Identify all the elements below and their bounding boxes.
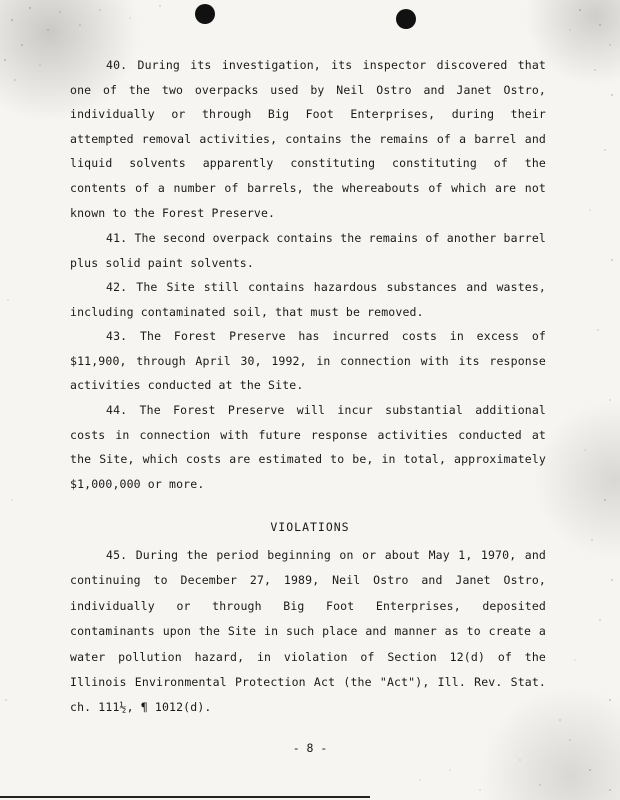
paragraph-40: 40. During its investigation, its inspector discovered that one of the two overpacks used by Neil Ostro and Janet Ostro, individually or through Big Foot Enterprises, during their attempted removal activities, contains the remains of a barrel and liquid solvents apparently constituting constituting of the contents of a number of barrels, the whereabouts of which are not known to the Forest Preserve. (70, 58, 546, 220)
paragraph-45: 45. During the period beginning on or about May 1, 1970, and continuing to December 27, 1989, Neil Ostro and Janet Ostro, individually or through Big Foot Enterprises, deposited contaminants upon the Site in such place and manner as to create a water pollution hazard, in violation of Section 12(d) of the Illinois Environmental Protection Act (the "Act"), Ill. Rev. Stat. ch. 111½, ¶ 1012(d). (70, 548, 546, 715)
punch-hole-left (195, 4, 215, 24)
violations-heading: VIOLATIONS (270, 520, 350, 534)
punch-hole-right (396, 9, 416, 29)
paragraph-42: 42. The Site still contains hazardous substances and wastes, including contaminated soil, that must be removed. (70, 280, 546, 319)
paragraph-43: 43. The Forest Preserve has incurred costs in excess of $11,900, through April 30, 1992, in connection with its response activities conducted at the Site. (70, 329, 546, 393)
bottom-rule (0, 796, 370, 798)
paragraph-41: 41. The second overpack contains the remains of another barrel plus solid paint solvents. (70, 231, 546, 270)
page-number: - 8 - (292, 741, 328, 755)
paragraph-44: 44. The Forest Preserve will incur substantial additional costs in connection with future response activities conducted at the Site, which costs are estimated to be, in total, approximately $1,000,000 or more. (70, 403, 546, 491)
